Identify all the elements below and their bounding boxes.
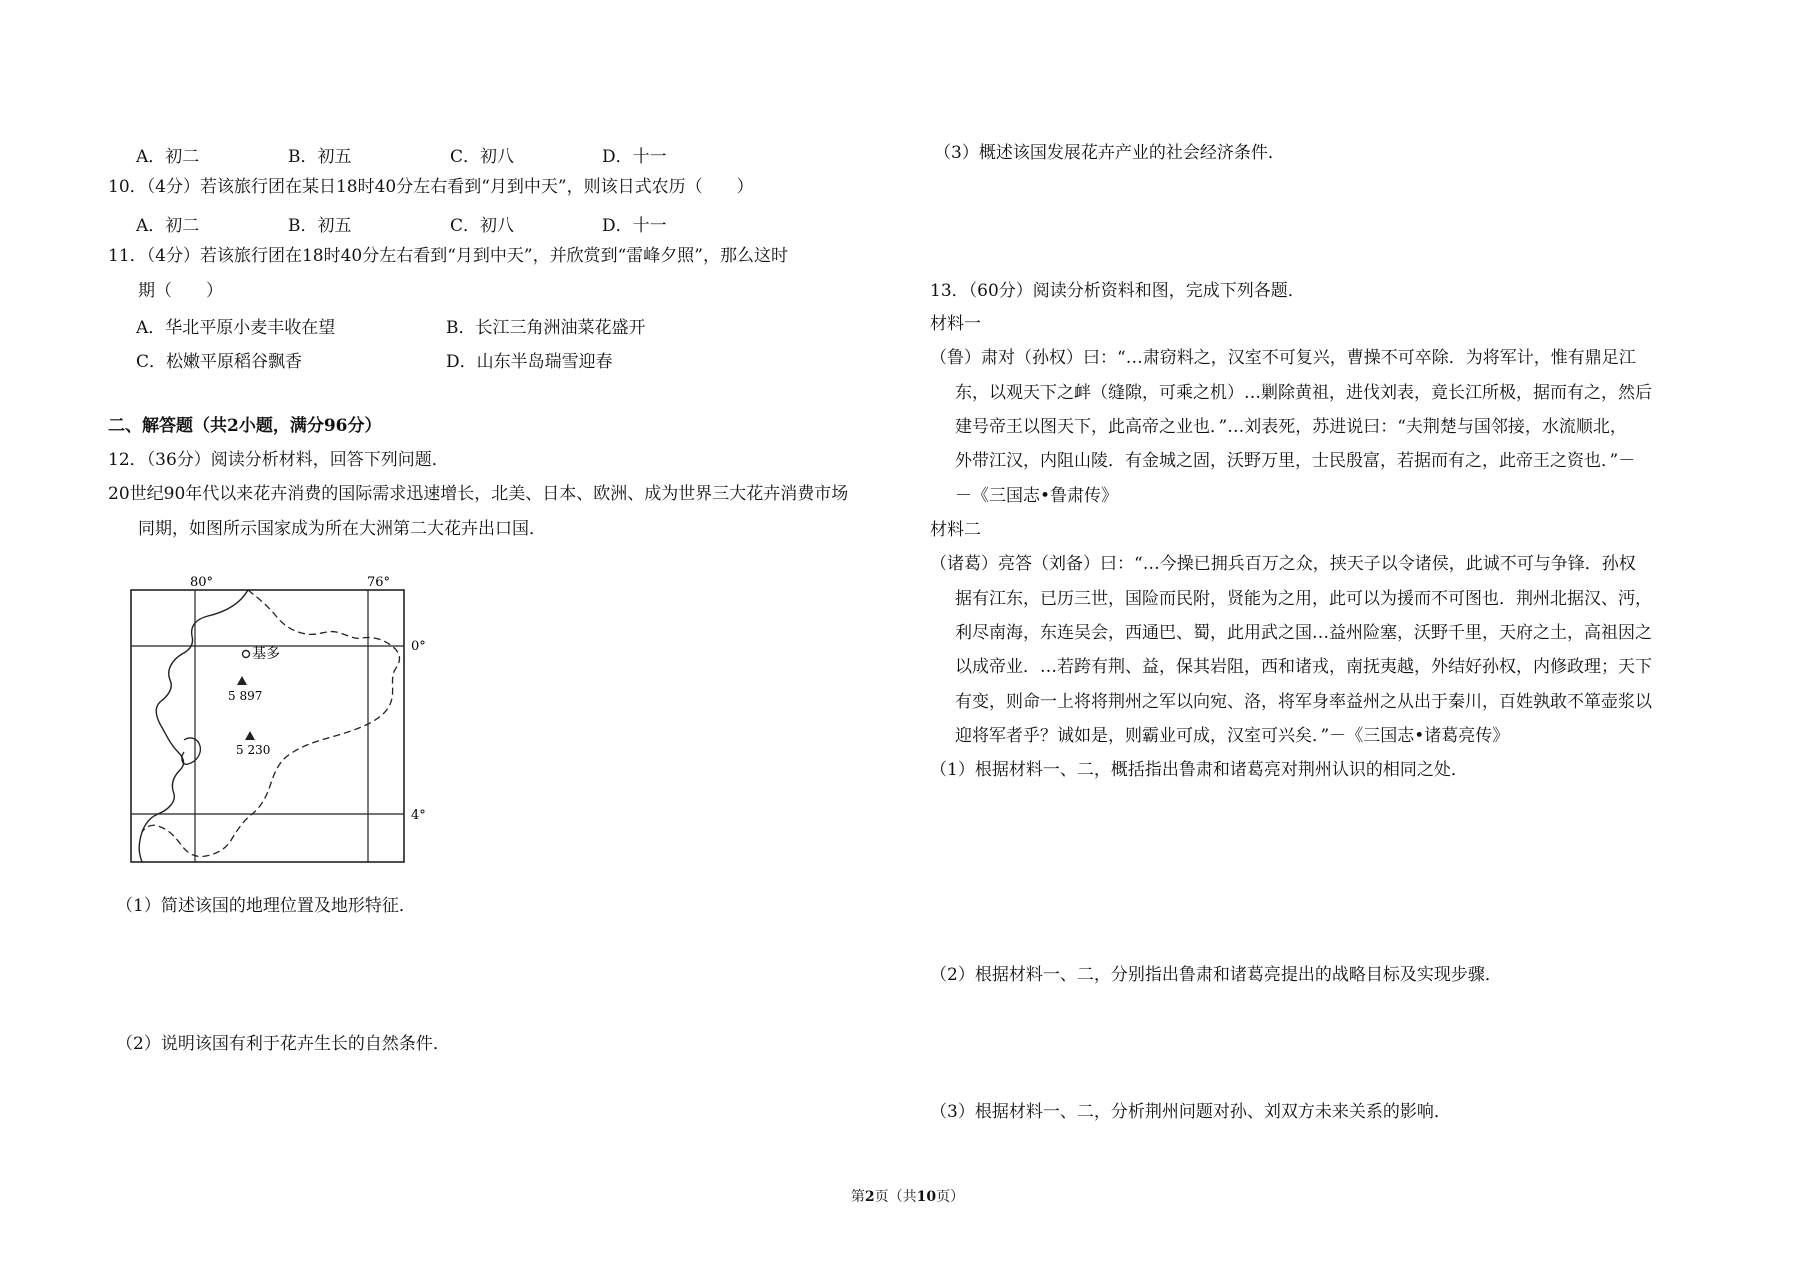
q12-sub3: （3）概述该国发展花卉产业的社会经济条件． xyxy=(934,143,1285,163)
q10-option-b: B．初五 xyxy=(288,216,352,236)
city-marker xyxy=(243,651,250,658)
material-2-line1: （诸葛）亮答（刘备）曰：“…今操已拥兵百万之众，挟天子以令诸侯，此诚不可与争锋．孙权 xyxy=(930,554,1636,574)
city-label: 基多 xyxy=(252,646,280,662)
q9-option-d: D．十一 xyxy=(602,147,667,167)
question-13: 13．（60分）阅读分析资料和图，完成下列各题． xyxy=(930,281,1305,301)
peak-marker-1 xyxy=(237,676,247,685)
label-4: 4° xyxy=(411,808,426,823)
footer-prefix: 第 xyxy=(850,1189,865,1205)
q10-option-c: C．初八 xyxy=(450,216,515,236)
material-2-title: 材料二 xyxy=(930,520,981,540)
page-footer xyxy=(0,1186,1815,1206)
question-12: 12．（36分）阅读分析材料，回答下列问题． xyxy=(108,450,449,470)
material-1-line2: 东，以观天下之衅（缝隙，可乘之机）…剿除黄祖，进伐刘表，竟长江所极，据而有之，然后 xyxy=(955,383,1652,403)
question-11-line2: 期（ ） xyxy=(138,281,223,301)
label-80: 80° xyxy=(190,575,214,590)
section-heading: 二、解答题（共2小题，满分96分） xyxy=(108,416,382,436)
q9-option-c: C．初八 xyxy=(450,147,515,167)
question-11-line1: 11．（4分）若该旅行团在18时40分左右看到“月到中天”，并欣赏到“雷峰夕照”，那么这时 xyxy=(108,246,788,266)
q12-sub1: （1）简述该国的地理位置及地形特征． xyxy=(116,896,416,916)
national-border xyxy=(142,590,399,857)
q11-option-d: D．山东半岛瑞雪迎春 xyxy=(446,352,613,372)
q10-option-a: A．初二 xyxy=(136,216,200,236)
material-1-line5: －《三国志•鲁肃传》 xyxy=(955,486,1119,506)
q12-material-line2: 同期，如图所示国家成为所在大洲第二大花卉出口国． xyxy=(138,519,546,539)
label-0: 0° xyxy=(411,639,426,654)
peak-label-2: 5 230 xyxy=(236,743,271,757)
q13-sub1: （1）根据材料一、二，概括指出鲁肃和诸葛亮对荆州认识的相同之处． xyxy=(930,760,1468,780)
footer-middle: 页（共 xyxy=(874,1189,917,1205)
material-2-line2: 据有江东，已历三世，国险而民附，贤能为之用，此可以为援而不可图也．荆州北据汉、沔， xyxy=(955,589,1652,609)
map-frame xyxy=(131,590,404,862)
peak-label-1: 5 897 xyxy=(228,689,263,703)
q11-option-a: A．华北平原小麦丰收在望 xyxy=(136,318,336,338)
material-2-line4: 以成帝业．…若跨有荆、益，保其岩阻，西和诸戎，南抚夷越，外结好孙权，内修政理；天下 xyxy=(955,657,1652,677)
material-2-line3: 利尽南海，东连吴会，西通巴、蜀，此用武之国…益州险塞，沃野千里，天府之土，高祖因之 xyxy=(955,623,1652,643)
material-1-line3: 建号帝王以图天下，此高帝之业也．”…刘表死，苏进说曰：“夫荆楚与国邻接，水流顺北， xyxy=(955,417,1627,437)
footer-suffix: 页） xyxy=(936,1189,965,1205)
material-2-line6: 迎将军者乎？诚如是，则霸业可成，汉室可兴矣．”－《三国志•诸葛亮传》 xyxy=(955,726,1510,746)
material-1-line4: 外带江汉，内阻山陵．有金城之固，沃野万里，士民殷富，若据而有之，此帝王之资也．”－ xyxy=(955,451,1636,471)
q11-option-b: B．长江三角洲油菜花盛开 xyxy=(446,318,646,338)
q11-option-c: C．松嫩平原稻谷飘香 xyxy=(136,352,303,372)
material-2-line5: 有变，则命一上将将荆州之军以向宛、洛，将军身率益州之从出于秦川，百姓孰敢不箪壶浆以 xyxy=(955,692,1652,712)
q12-sub2: （2）说明该国有利于花卉生长的自然条件． xyxy=(116,1034,450,1054)
q13-sub3: （3）根据材料一、二，分析荆州问题对孙、刘双方未来关系的影响． xyxy=(930,1102,1451,1122)
q10-option-d: D．十一 xyxy=(602,216,667,236)
question-10: 10．（4分）若该旅行团在某日18时40分左右看到“月到中天”，则该日式农历（ ） xyxy=(108,177,754,197)
material-1-line1: （鲁）肃对（孙权）曰：“…肃窃料之，汉室不可复兴，曹操不可卒除．为将军计，惟有鼎足江 xyxy=(930,348,1636,368)
q9-option-a: A．初二 xyxy=(136,147,200,167)
q12-material-line1: 20世纪90年代以来花卉消费的国际需求迅速增长，北美、日本、欧洲、成为世界三大花卉消费市场 xyxy=(108,484,849,504)
country-map xyxy=(130,574,426,864)
coastline xyxy=(139,590,248,862)
peak-marker-2 xyxy=(245,731,255,740)
q13-sub2: （2）根据材料一、二，分别指出鲁肃和诸葛亮提出的战略目标及实现步骤． xyxy=(930,965,1502,985)
q9-option-b: B．初五 xyxy=(288,147,352,167)
label-76: 76° xyxy=(367,575,391,590)
footer-total-pages: 10 xyxy=(916,1189,937,1205)
material-1-title: 材料一 xyxy=(930,314,981,334)
footer-page-number: 2 xyxy=(864,1189,875,1205)
